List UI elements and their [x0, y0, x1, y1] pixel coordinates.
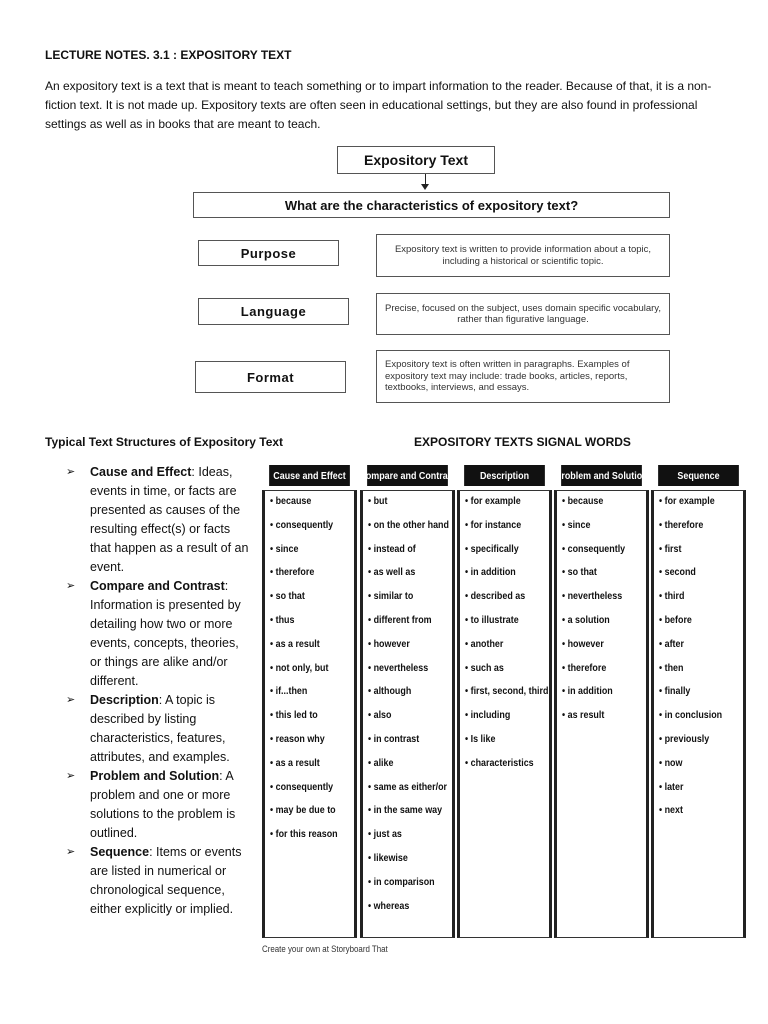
structure-list	[66, 463, 251, 919]
signal-word: • therefore	[270, 566, 315, 579]
signal-word: • as a result	[270, 637, 320, 650]
signal-word: • similar to	[368, 590, 414, 603]
arrow-bullet-icon: ➢	[66, 694, 76, 706]
signal-column	[262, 465, 357, 841]
signal-word: • later	[659, 780, 684, 793]
column-header: Description	[464, 465, 545, 486]
signal-word: • in addition	[562, 685, 613, 698]
signal-word: • in contrast	[368, 732, 420, 745]
signal-word: • consequently	[270, 518, 334, 531]
signal-word: • reason why	[270, 732, 325, 745]
signal-word: • nevertheless	[368, 661, 429, 674]
column-body	[360, 490, 455, 938]
signal-word: • consequently	[270, 780, 334, 793]
signal-words-table	[262, 465, 746, 938]
storyboard-credit: Create your own at Storyboard That	[262, 944, 388, 954]
purpose-description: Expository text is written to provide information about a topic, including a historical or scientific topic.	[376, 234, 670, 277]
signal-word: • nevertheless	[562, 590, 623, 603]
signal-word: • Is like	[465, 732, 496, 745]
signal-word: • however	[562, 637, 604, 650]
language-description: Precise, focused on the subject, uses domain specific vocabulary, rather than figurative language.	[376, 293, 670, 335]
signal-word: • including	[465, 709, 511, 722]
signal-word: • because	[562, 495, 604, 507]
signal-word: • since	[562, 518, 591, 531]
signal-word: • because	[270, 495, 312, 507]
page-title: LECTURE NOTES. 3.1 : EXPOSITORY TEXT	[45, 48, 292, 62]
signal-word: • as a result	[270, 756, 320, 769]
column-header: Sequence	[658, 465, 739, 486]
signal-word: • for example	[465, 495, 521, 507]
signal-word: • in addition	[465, 566, 516, 579]
signal-word: • as well as	[368, 566, 416, 579]
arrow-bullet-icon: ➢	[66, 770, 76, 782]
column-body	[554, 490, 649, 938]
column-body	[651, 490, 746, 938]
signal-word: • although	[368, 685, 412, 698]
arrow-bullet-icon: ➢	[66, 580, 76, 592]
signal-word: • in conclusion	[659, 709, 723, 722]
signal-word: • also	[368, 709, 392, 722]
structure-term: Compare and Contrast	[90, 579, 225, 593]
signal-word: • previously	[659, 732, 710, 745]
format-description: Expository text is often written in paragraphs. Examples of expository text may include: trade books, articles, reports, textbooks, interviews, and essays.	[376, 350, 670, 403]
signal-word: • different from	[368, 613, 432, 626]
language-label: Language	[198, 298, 349, 325]
signal-word: • however	[368, 637, 410, 650]
signal-word: • to illustrate	[465, 613, 519, 626]
signal-word: • for instance	[465, 518, 522, 531]
signal-column	[457, 465, 552, 769]
signal-word: • therefore	[562, 661, 607, 674]
signal-word: • instead of	[368, 542, 416, 555]
signal-word: • whereas	[368, 899, 410, 912]
signal-column	[554, 465, 649, 722]
column-header: Cause and Effect	[269, 465, 350, 486]
signal-column	[651, 465, 746, 817]
signal-word: • since	[270, 542, 299, 555]
signal-word: • now	[659, 756, 683, 769]
structure-term: Cause and Effect	[90, 465, 192, 479]
signal-word: • in comparison	[368, 875, 435, 888]
signal-word: • first	[659, 542, 682, 555]
signal-word: • thus	[270, 613, 295, 626]
signal-word: • may be due to	[270, 804, 336, 817]
signal-words-heading: EXPOSITORY TEXTS SIGNAL WORDS	[414, 435, 631, 449]
column-body	[262, 490, 357, 938]
signal-word: • therefore	[659, 518, 704, 531]
structure-text: : Information is presented by detailing how two or more events, concepts, theories, or things are alike and/or different.	[90, 579, 241, 688]
structure-text: : A problem and one or more solutions to the problem is outlined.	[90, 769, 236, 840]
column-header: Problem and Solution	[561, 465, 642, 486]
signal-word: • if...then	[270, 685, 308, 698]
signal-word: • not only, but	[270, 661, 329, 674]
signal-word: • after	[659, 637, 684, 650]
column-header: Compare and Contrast	[367, 465, 448, 486]
arrowhead-icon	[421, 184, 429, 190]
signal-word: • characteristics	[465, 756, 534, 769]
signal-word: • for example	[659, 495, 715, 507]
signal-word: • such as	[465, 661, 504, 674]
signal-word: • so that	[270, 590, 305, 603]
signal-word: • this led to	[270, 709, 318, 722]
list-item	[66, 691, 251, 767]
list-item	[66, 767, 251, 843]
signal-word: • as result	[562, 709, 605, 722]
signal-word: • but	[368, 495, 388, 507]
structure-text: : A topic is described by listing characteristics, features, attributes, and examples.	[90, 693, 230, 764]
signal-word: • next	[659, 804, 683, 817]
list-item	[66, 843, 251, 919]
structure-text: : Ideas, events in time, or facts are presented as causes of the resulting effect(s) or facts that happen as a result of an event.	[90, 465, 249, 574]
signal-word: • finally	[659, 685, 691, 698]
diagram-question-box: What are the characteristics of expository text?	[193, 192, 670, 218]
signal-word: • second	[659, 566, 696, 579]
signal-word: • for this reason	[270, 828, 338, 841]
signal-word: • a solution	[562, 613, 610, 626]
signal-word: • before	[659, 613, 692, 626]
arrow-bullet-icon: ➢	[66, 466, 76, 478]
structure-term: Problem and Solution	[90, 769, 220, 783]
signal-word: • first, second, third	[465, 685, 549, 698]
format-label: Format	[195, 361, 346, 393]
list-item	[66, 577, 251, 691]
signal-word: • in the same way	[368, 804, 443, 817]
signal-word: • then	[659, 661, 684, 674]
signal-word: • so that	[562, 566, 597, 579]
signal-word: • third	[659, 590, 685, 603]
signal-word: • described as	[465, 590, 526, 603]
signal-word: • consequently	[562, 542, 626, 555]
structure-text: : Items or events are listed in numerical or chronological sequence, either explicitly or implied.	[90, 845, 242, 916]
signal-word: • another	[465, 637, 504, 650]
signal-word: • on the other hand	[368, 518, 449, 531]
signal-word: • just as	[368, 828, 402, 841]
structures-heading: Typical Text Structures of Expository Text	[45, 435, 284, 449]
signal-word: • likewise	[368, 851, 408, 864]
signal-word: • same as either/or	[368, 780, 448, 793]
diagram-title-box: Expository Text	[337, 146, 495, 174]
arrow-bullet-icon: ➢	[66, 846, 76, 858]
intro-paragraph: An expository text is a text that is meant to teach something or to impart information to the reader. Because of that, it is a non-fiction text. It is not made up. Expository texts are often seen in educational settings, but they are also found in professional settings as well as in books that are meant to teach.	[45, 79, 712, 131]
structure-term: Description	[90, 693, 159, 707]
signal-word: • specifically	[465, 542, 519, 555]
structure-term: Sequence	[90, 845, 150, 859]
signal-word: • alike	[368, 756, 394, 769]
column-body	[457, 490, 552, 938]
signal-column	[359, 465, 456, 912]
purpose-label: Purpose	[198, 240, 339, 266]
list-item	[66, 463, 251, 577]
